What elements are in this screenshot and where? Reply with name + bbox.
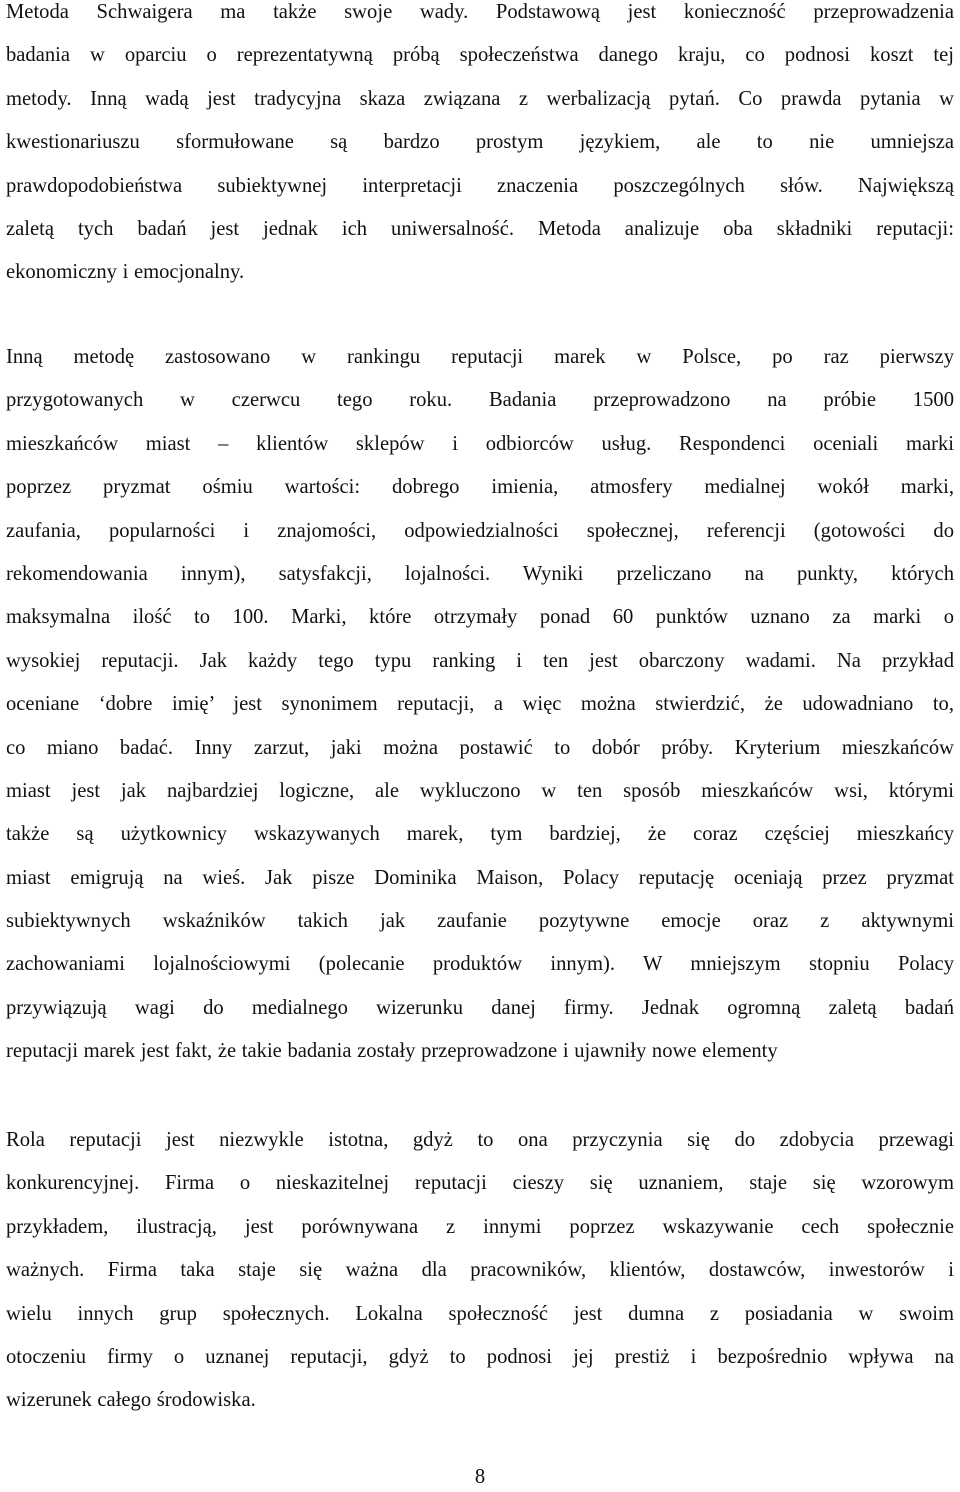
- text-line: także są użytkownicy wskazywanych marek, tym bardziej, że coraz częściej mieszkańcy: [6, 823, 954, 846]
- text-line: przywiązują wagi do medialnego wizerunku danej firmy. Jednak ogromną zaletą badań: [6, 996, 954, 1019]
- text-line: mieszkańców miast – klientów sklepów i odbiorców usług. Respondenci oceniali marki: [6, 432, 954, 455]
- text-line: otoczeniu firmy o uznanej reputacji, gdyż to podnosi jej prestiż i bezpośrednio wpływa na: [6, 1345, 954, 1368]
- text-line: ważnych. Firma taka staje się ważna dla pracowników, klientów, dostawców, inwestorów i: [6, 1259, 954, 1282]
- text-line: wizerunek całego środowiska.: [6, 1389, 256, 1412]
- text-line: wysokiej reputacji. Jak każdy tego typu ranking i ten jest obarczony wadami. Na przykład: [6, 649, 954, 672]
- text-line: prawdopodobieństwa subiektywnej interpretacji znaczenia poszczególnych słów. Największą: [6, 174, 954, 197]
- text-line: subiektywnych wskaźników takich jak zaufanie pozytywne emocje oraz z aktywnymi: [6, 910, 954, 933]
- text-line: reputacji marek jest fakt, że takie badania zostały przeprowadzone i ujawniły nowe elementy: [6, 1040, 778, 1063]
- paragraph-brand-ranking: [6, 336, 954, 1074]
- text-line: miast emigrują na wieś. Jak pisze Dominika Maison, Polacy reputację oceniają przez pryzmat: [6, 866, 954, 889]
- text-line: przygotowanych w czerwcu tego roku. Badania przeprowadzono na próbie 1500: [6, 389, 954, 412]
- text-line: zachowaniami lojalnościowymi (polecanie produktów innym). W mniejszym stopniu Polacy: [6, 953, 954, 976]
- text-line: kwestionariuszu sformułowane są bardzo prostym językiem, ale to nie umniejsza: [6, 131, 954, 154]
- text-line: Rola reputacji jest niezwykle istotna, gdyż to ona przyczynia się do zdobycia przewagi: [6, 1129, 954, 1151]
- text-line: badania w oparciu o reprezentatywną próbą społeczeństwa danego kraju, co podnosi koszt tej: [6, 44, 954, 67]
- text-line: wielu innych grup społecznych. Lokalna społeczność jest dumna z posiadania w swoim: [6, 1302, 954, 1325]
- text-line: ekonomiczny i emocjonalny.: [6, 261, 245, 284]
- paragraph-schwaiger-method: [6, 0, 954, 295]
- text-line: Metoda Schwaigera ma także swoje wady. Podstawową jest konieczność przeprowadzenia: [6, 1, 954, 23]
- text-line: przykładem, ilustracją, jest porównywana z innymi poprzez wskazywanie cech społecznie: [6, 1215, 954, 1238]
- text-line: rekomendowania innym), satysfakcji, lojalności. Wyniki przeliczano na punkty, których: [6, 562, 954, 585]
- page-number: 8: [474, 1466, 486, 1488]
- paragraph-reputation-role: [6, 1119, 954, 1423]
- text-line: metody. Inną wadą jest tradycyjna skaza związana z werbalizacją pytań. Co prawda pytania w: [6, 87, 954, 110]
- text-line: poprzez pryzmat ośmiu wartości: dobrego imienia, atmosfery medialnej wokół marki,: [6, 476, 954, 499]
- text-line: miast jest jak najbardziej logiczne, ale wykluczono w ten sposób mieszkańców wsi, którymi: [6, 779, 954, 802]
- text-line: zaletą tych badań jest jednak ich uniwersalność. Metoda analizuje oba składniki reputacji:: [6, 217, 954, 240]
- text-line: co miano badać. Inny zarzut, jaki można postawić to dobór próby. Kryterium mieszkańców: [6, 736, 954, 759]
- text-line: konkurencyjnej. Firma o nieskazitelnej reputacji cieszy się uznaniem, staje się wzorowym: [6, 1172, 954, 1195]
- text-line: zaufania, popularności i znajomości, odpowiedzialności społecznej, referencji (gotowości do: [6, 519, 954, 542]
- text-line: Inną metodę zastosowano w rankingu reputacji marek w Polsce, po raz pierwszy: [6, 346, 954, 368]
- text-line: oceniane ‘dobre imię’ jest synonimem reputacji, a więc można stwierdzić, że udowadniano to,: [6, 693, 954, 716]
- text-line: maksymalna ilość to 100. Marki, które otrzymały ponad 60 punktów uznano za marki o: [6, 606, 954, 629]
- document-page: [6, 0, 954, 1492]
